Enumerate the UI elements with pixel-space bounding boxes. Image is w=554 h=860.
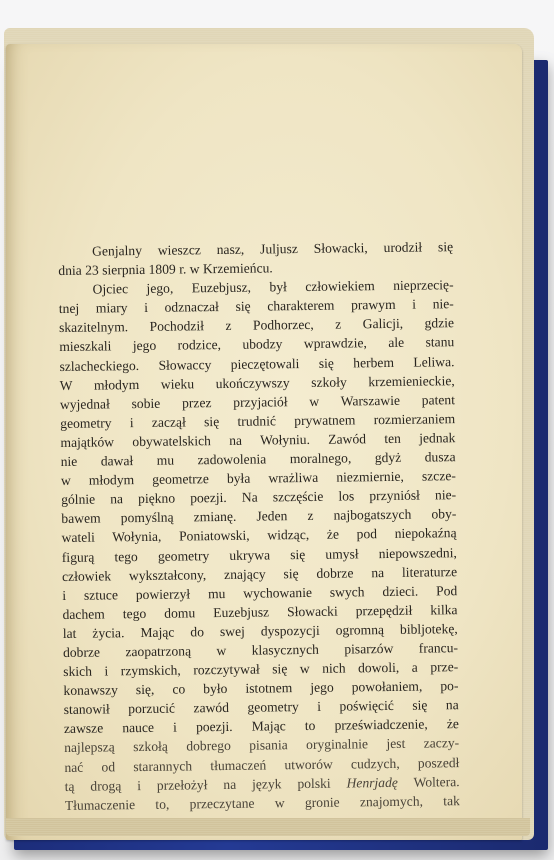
text-line: mieszkali jego rodzice, ubodzy wprawdzie, ale stanu: [59, 334, 455, 355]
book-page: [6, 44, 522, 840]
text-line: geometry i zaczął się trudnić prywatnem rozmierzaniem: [60, 411, 456, 431]
text-line: Tłumaczenie to, przeczytane w gronie znajomych, tak: [64, 792, 460, 813]
text-line: dobrze zaopatrzoną w klasycznych pisarzów francu-: [62, 640, 459, 660]
text-line: Genjalny wieszcz nasz, Juljusz Słowacki, urodził się: [92, 239, 454, 259]
italic-title: Henrjadę: [346, 774, 398, 791]
text-line: dachem tego domu Euzebjusz Słowacki przepędził kilka: [62, 601, 458, 622]
text-line: nie dawał mu zadowolenia moralnego, gdyż dusza: [60, 449, 456, 470]
text-line: bawem pomyślną zmianę. Jeden z najbogatszych oby-: [61, 506, 457, 527]
text-line: konawszy się, co było istotnem jego powołaniem, po-: [63, 678, 459, 699]
text-line: Ojciec jego, Euzebjusz, był człowiekiem nieprzecię-: [92, 277, 454, 297]
text-line: w młodym geometrze była wrażliwa niezmiernie, szcze-: [60, 468, 456, 489]
text-line: najlepszą szkołą dobrego pisania oryginalnie jest zaczy-: [64, 735, 460, 756]
text-line: dnia 23 sierpnia 1809 r. w Krzemieńcu.: [58, 260, 273, 279]
text-line: skich i rzymskich, rozczytywał się w nich dowoli, a prze-: [63, 659, 459, 680]
text-line: gólnie na piękno poezji. Na szczęście los przyniósł nie-: [61, 487, 457, 508]
text-line: wateli Wołynia, Poniatowski, widząc, że pod niepokaźną: [61, 525, 457, 546]
page-text: [58, 237, 460, 815]
text-line: wyjednał sobie przez przyjaciół w Warszawie patent: [59, 391, 456, 412]
text-line: majątków obywatelskich na Wołyniu. Zawód ten jednak: [60, 430, 456, 450]
text-line: tnej miary i odznaczał się charakterem prawym i nie-: [58, 296, 454, 317]
text-line: stanowił porzucić zawód geometry i poświęcić się na: [63, 697, 459, 718]
text-line-start: tą drogą i przełożył na język polski: [64, 775, 347, 794]
text-line: szlacheckiego. Słowaccy pieczętowali się herbem Leliwa.: [59, 353, 455, 374]
page-stack: [4, 28, 534, 840]
text-line: i sztuce powierzył mu wychowanie swych dzieci. Pod: [62, 582, 458, 603]
text-line-end: Woltera.: [397, 773, 460, 790]
page-edge: [6, 818, 530, 836]
text-line: skazitelnym. Pochodził z Podhorzec, z Galicji, gdzie: [58, 315, 455, 336]
text-line: zawsze nauce i poezji. Mając to przeświadczenie, że: [63, 716, 460, 737]
text-line: lat życia. Mając do swej dyspozycji ogromną bibljotekę,: [62, 621, 458, 641]
text-line: człowiek wykształcony, znający się dobrze na literaturze: [61, 563, 458, 584]
text-line: W młodym wieku ukończywszy szkoły krzemienieckie,: [59, 372, 455, 393]
text-line: nać od starannych tłumaczeń utworów cudzych, poszedł: [64, 754, 460, 775]
text-line: figurą tego geometry ukrywa się umysł niepowszedni,: [61, 544, 457, 565]
